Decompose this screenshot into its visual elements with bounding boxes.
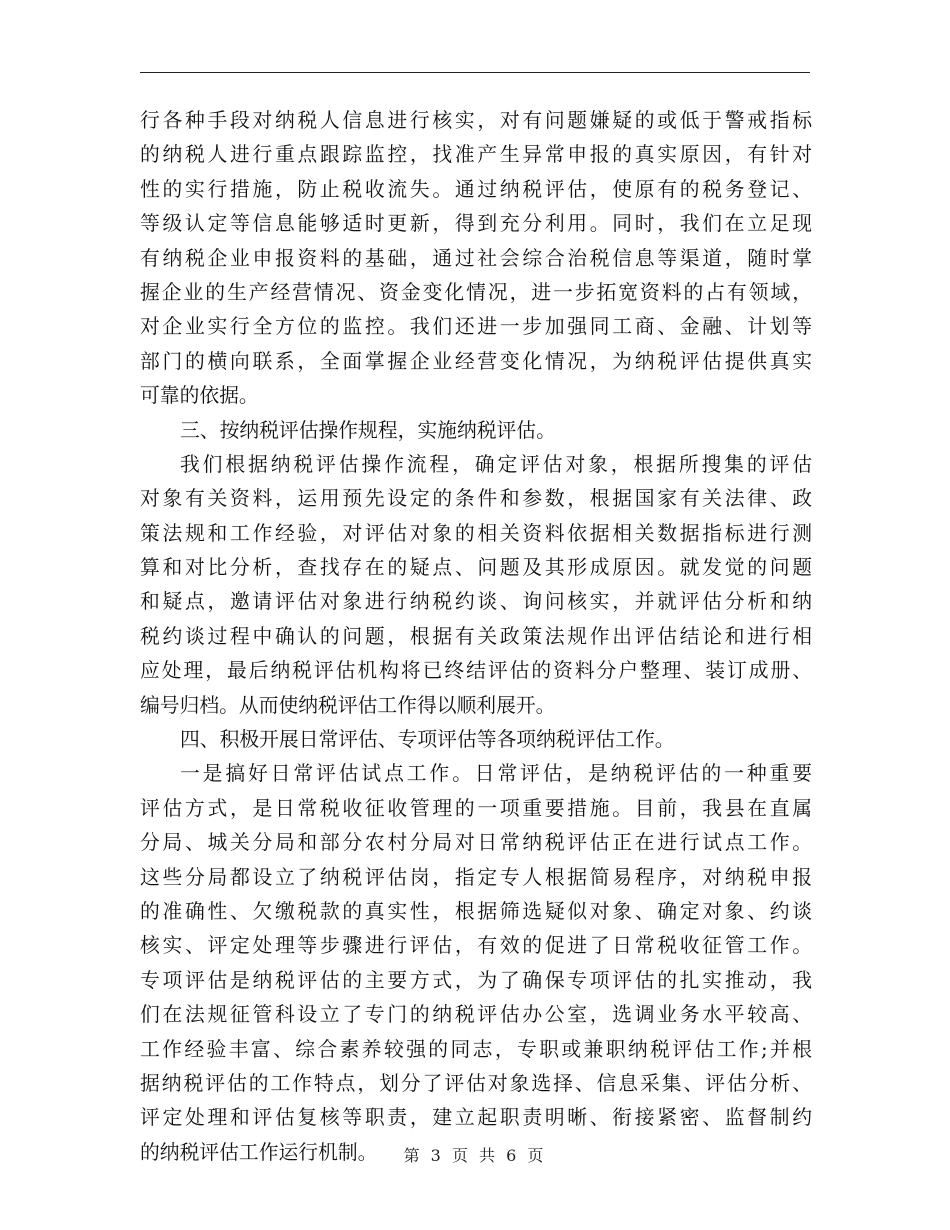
- text-line: 和疑点，邀请评估对象进行纳税约谈、询问核实，并就评估分析和纳: [140, 590, 812, 614]
- text-line: 应处理，最后纳税评估机构将已终结评估的资料分户整理、装订成册、: [140, 659, 812, 683]
- text-line: 据纳税评估的工作特点，划分了评估对象选择、信息采集、评估分析、: [140, 1071, 812, 1095]
- text-line: 行各种手段对纳税人信息进行核实，对有问题嫌疑的或低于警戒指标: [140, 109, 812, 132]
- text-line: 们在法规征管科设立了专门的纳税评估办公室，选调业务水平较高、: [140, 1003, 812, 1027]
- text-line: 对企业实行全方位的监控。我们还进一步加强同工商、金融、计划等: [140, 315, 812, 339]
- text-line: 对象有关资料，运用预先设定的条件和参数，根据国家有关法律、政: [140, 487, 812, 511]
- text-line: 核实、评定处理等步骤进行评估，有效的促进了日常税收征管工作。: [140, 934, 812, 958]
- header-rule: [140, 72, 810, 73]
- text-line: 一是搞好日常评估试点工作。日常评估，是纳税评估的一种重要: [180, 762, 812, 786]
- text-line: 我们根据纳税评估操作流程，确定评估对象，根据所搜集的评估: [180, 452, 812, 476]
- text-line: 握企业的生产经营情况、资金变化情况，进一步拓宽资料的占有领域，: [140, 280, 812, 304]
- text-line: 编号归档。从而使纳税评估工作得以顺利展开。: [140, 693, 556, 717]
- text-line: 税约谈过程中确认的问题，根据有关政策法规作出评估结论和进行相: [140, 624, 812, 648]
- text-line: 算和对比分析，查找存在的疑点、问题及其形成原因。就发觉的问题: [140, 556, 812, 580]
- text-line: 评定处理和评估复核等职责，建立起职责明晰、衔接紧密、监督制约: [140, 1106, 812, 1130]
- text-line: 策法规和工作经验，对评估对象的相关资料依据相关数据指标进行测: [140, 521, 812, 545]
- section-heading: 三、按纳税评估操作规程，实施纳税评估。: [180, 418, 556, 442]
- section-heading: 四、积极开展日常评估、专项评估等各项纳税评估工作。: [180, 728, 675, 752]
- text-line: 分局、城关分局和部分农村分局对日常纳税评估正在进行试点工作。: [140, 831, 812, 855]
- text-line: 的纳税人进行重点跟踪监控，找准产生异常申报的真实原因，有针对: [140, 143, 812, 167]
- body-text: [140, 104, 812, 1170]
- text-line: 有纳税企业申报资料的基础，通过社会综合治税信息等渠道，随时掌: [140, 246, 812, 270]
- text-line: 的准确性、欠缴税款的真实性，根据筛选疑似对象、确定对象、约谈: [140, 899, 812, 923]
- page-number-footer: 第 3 页 共 6 页: [403, 1146, 547, 1165]
- text-line: 等级认定等信息能够适时更新，得到充分利用。同时，我们在立足现: [140, 212, 812, 236]
- text-line: 的纳税评估工作运行机制。: [140, 1140, 378, 1164]
- text-line: 性的实行措施，防止税收流失。通过纳税评估，使原有的税务登记、: [140, 177, 812, 201]
- text-line: 部门的横向联系，全面掌握企业经营变化情况，为纳税评估提供真实: [140, 349, 812, 373]
- text-line: 专项评估是纳税评估的主要方式，为了确保专项评估的扎实推动，我: [140, 968, 812, 992]
- text-line: 评估方式，是日常税收征收管理的一项重要措施。目前，我县在直属: [140, 796, 812, 820]
- text-line: 可靠的依据。: [140, 384, 259, 408]
- text-line: 工作经验丰富、综合素养较强的同志，专职或兼职纳税评估工作;并根: [140, 1037, 812, 1061]
- text-line: 这些分局都设立了纳税评估岗，指定专人根据简易程序，对纳税申报: [140, 865, 812, 889]
